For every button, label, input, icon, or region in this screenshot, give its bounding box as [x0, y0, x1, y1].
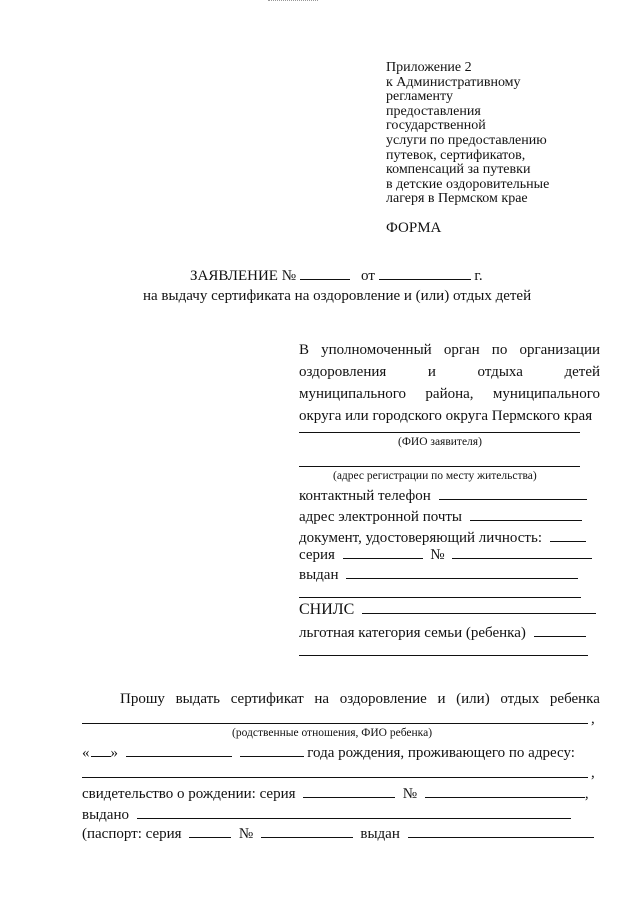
issued-neuter-label: выдано	[82, 807, 129, 823]
request-word: Прошу	[120, 691, 165, 707]
issued-label: выдан	[299, 567, 339, 583]
child-relation-field[interactable]	[82, 723, 588, 724]
request-word: выдать	[175, 691, 221, 707]
appendix-line: услуги по предоставлению	[386, 132, 547, 148]
issued-field[interactable]	[346, 566, 578, 579]
year-abbr: г.	[474, 268, 483, 284]
category-label: льготная категория семьи (ребенка)	[299, 625, 526, 641]
category-row	[299, 624, 586, 642]
request-word: на	[314, 691, 330, 707]
passport-row	[82, 825, 594, 843]
number-label: №	[402, 786, 418, 802]
series-row	[299, 546, 592, 564]
id-doc-row	[299, 529, 586, 547]
birth-cert-issued-row	[82, 806, 571, 824]
issued-label: выдан	[360, 826, 400, 842]
birth-year-field[interactable]	[240, 744, 304, 757]
applicant-fio-field[interactable]	[299, 432, 580, 433]
request-word: ребенка	[549, 691, 600, 707]
email-field[interactable]	[470, 508, 582, 521]
relation-caption: (родственные отношения, ФИО ребенка)	[232, 727, 433, 739]
quote-open: «	[82, 745, 90, 761]
statement-label: ЗАЯВЛЕНИЕ №	[190, 268, 297, 284]
birth-cert-number-field[interactable]	[425, 785, 585, 798]
category-field[interactable]	[534, 624, 586, 637]
issued-continuation-field[interactable]	[299, 597, 581, 598]
id-doc-label: документ, удостоверяющий личность:	[299, 530, 542, 546]
comma: ,	[591, 765, 595, 781]
address-caption: (адрес регистрации по месту жительства)	[333, 470, 537, 482]
issued-row	[299, 566, 578, 584]
appendix-line: регламенту	[386, 89, 453, 105]
email-row	[299, 508, 582, 526]
category-continuation-field[interactable]	[299, 655, 588, 656]
appendix-line: компенсаций за путевки	[386, 162, 531, 178]
id-doc-field[interactable]	[550, 529, 586, 542]
request-sentence	[120, 691, 600, 708]
birth-text: года рождения, проживающего по адресу:	[307, 745, 575, 761]
series-field[interactable]	[343, 546, 423, 559]
from-label: от	[361, 268, 375, 284]
birth-cert-series-field[interactable]	[303, 785, 395, 798]
birth-month-field[interactable]	[126, 744, 232, 757]
addressee-line: округа или городского округа Пермского края	[299, 408, 593, 424]
applicant-address-field[interactable]	[299, 466, 580, 467]
appendix-line: в детские оздоровительные	[386, 176, 550, 192]
passport-number-field[interactable]	[261, 825, 353, 838]
quote-close: »	[110, 745, 118, 761]
snils-label: СНИЛС	[299, 601, 355, 618]
passport-issued-field[interactable]	[408, 825, 594, 838]
appendix-line: лагеря в Пермском крае	[386, 191, 528, 207]
appendix-line: Приложение 2	[386, 60, 472, 75]
snils-field[interactable]	[362, 601, 596, 614]
addressee-line: муниципального района, муниципального	[299, 386, 600, 402]
passport-series-field[interactable]	[189, 825, 231, 838]
number-label: №	[430, 547, 445, 563]
comma: ,	[584, 786, 589, 802]
statement-title	[190, 267, 483, 285]
appendix-line: путевок, сертификатов,	[386, 147, 526, 163]
scan-artifact	[268, 0, 318, 4]
form-label: ФОРМА	[386, 220, 442, 236]
comma: ,	[591, 711, 595, 727]
addressee-block	[299, 339, 600, 427]
appendix-line: к Административному	[386, 74, 521, 90]
birth-cert-row	[82, 785, 589, 803]
birth-cert-label: свидетельство о рождении: серия	[82, 786, 296, 802]
appendix-line: предоставления	[386, 103, 481, 119]
birth-cert-issued-field[interactable]	[137, 806, 571, 819]
request-word: сертификат	[230, 691, 304, 707]
statement-date-field[interactable]	[379, 267, 471, 280]
addressee-line: В уполномоченный орган по организации	[299, 342, 600, 358]
fio-caption: (ФИО заявителя)	[398, 436, 482, 448]
birth-day-field[interactable]	[91, 744, 111, 757]
phone-label: контактный телефон	[299, 488, 431, 504]
request-word: отдых	[500, 691, 540, 707]
phone-field[interactable]	[439, 487, 587, 500]
statement-subtitle: на выдачу сертификата на оздоровление и (или) отдых детей	[143, 288, 532, 304]
request-word: оздоровление	[339, 691, 427, 707]
passport-label: (паспорт: серия	[82, 826, 182, 842]
appendix-block	[386, 61, 549, 207]
request-word: (или)	[456, 691, 490, 707]
series-label: серия	[299, 547, 335, 563]
snils-row	[299, 601, 596, 619]
number-label: №	[238, 826, 254, 842]
child-address-field[interactable]	[82, 777, 588, 778]
birth-row	[82, 744, 575, 762]
addressee-line: оздоровления и отдыха детей	[299, 364, 600, 380]
appendix-line: государственной	[386, 118, 486, 134]
request-word: и	[437, 691, 446, 707]
statement-number-field[interactable]	[300, 267, 350, 280]
number-field[interactable]	[452, 546, 592, 559]
phone-row	[299, 487, 587, 505]
email-label: адрес электронной почты	[299, 509, 463, 525]
